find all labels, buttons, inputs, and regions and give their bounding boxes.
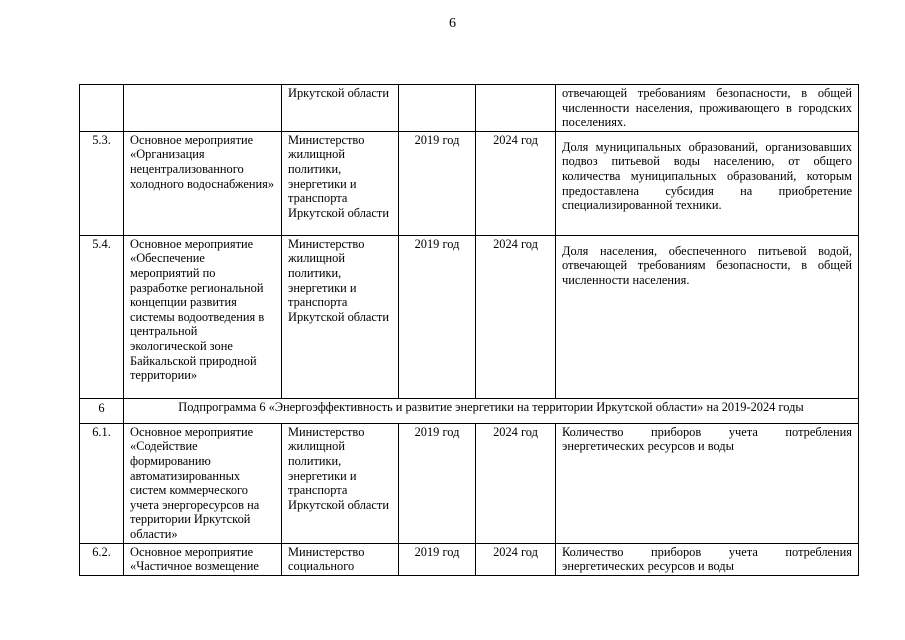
table-row (80, 131, 859, 235)
executor-cell: Министерство жилищной политики, энергетики и транспорта Иркутской области (282, 131, 399, 235)
indicator-text: Доля населения, обеспеченного питьевой водой, отвечающей требованиям безопасности, в общей численности населения. (562, 243, 852, 287)
row-number: 6.1. (80, 423, 124, 543)
indicator-cell (556, 85, 859, 132)
indicator-text: Количество приборов учета потребления энергетических ресурсов и воды (562, 424, 852, 454)
table-row (80, 543, 859, 575)
subprogram-number: 6 (80, 398, 124, 423)
start-year-cell (399, 85, 476, 132)
start-year-cell: 2019 год (399, 423, 476, 543)
activity-cell (124, 85, 282, 132)
indicator-cell (556, 543, 859, 575)
indicator-text: Доля муниципальных образований, организовавших подвоз питьевой воды населению, от общего количества муниципальных образований, которым предоставлена субсидия на приобретение специализированной техники. (562, 139, 852, 213)
start-year-cell: 2019 год (399, 543, 476, 575)
end-year-cell: 2024 год (476, 131, 556, 235)
row-number: 5.3. (80, 131, 124, 235)
row-number: 5.4. (80, 235, 124, 398)
end-year-cell: 2024 год (476, 423, 556, 543)
executor-cell: Министерство жилищной политики, энергетики и транспорта Иркутской области (282, 423, 399, 543)
executor-cell: Министерство жилищной политики, энергетики и транспорта Иркутской области (282, 235, 399, 398)
table-row (80, 85, 859, 132)
end-year-cell: 2024 год (476, 235, 556, 398)
indicator-text: отвечающей требованиям безопасности, в общей численности населения, проживающего в городских поселениях. (562, 86, 852, 130)
executor-cell: Министерство социального (282, 543, 399, 575)
table-row (80, 423, 859, 543)
activity-cell: Основное мероприятие «Организация нецентрализованного холодного водоснабжения» (124, 131, 282, 235)
activity-cell: Основное мероприятие «Содействие формированию автоматизированных систем коммерческого учета энергоресурсов на территории Иркутской области» (124, 423, 282, 543)
indicator-cell (556, 423, 859, 543)
start-year-cell: 2019 год (399, 235, 476, 398)
table-row (80, 235, 859, 398)
program-activities-table (79, 84, 859, 576)
subprogram-title: Подпрограмма 6 «Энергоэффективность и развитие энергетики на территории Иркутской области» на 2019-2024 годы (124, 398, 859, 423)
row-number (80, 85, 124, 132)
page-number: 6 (449, 16, 456, 31)
indicator-text: Количество приборов учета потребления энергетических ресурсов и воды (562, 544, 852, 574)
executor-cell: Иркутской области (282, 85, 399, 132)
start-year-cell: 2019 год (399, 131, 476, 235)
indicator-cell (556, 235, 859, 398)
row-number: 6.2. (80, 543, 124, 575)
activity-cell: Основное мероприятие «Частичное возмещение (124, 543, 282, 575)
end-year-cell (476, 85, 556, 132)
end-year-cell: 2024 год (476, 543, 556, 575)
activity-cell: Основное мероприятие «Обеспечение мероприятий по разработке региональной концепции развития системы водоотведения в центральной экологической зоне Байкальской природной территории» (124, 235, 282, 398)
indicator-cell (556, 131, 859, 235)
subprogram-row (80, 398, 859, 423)
